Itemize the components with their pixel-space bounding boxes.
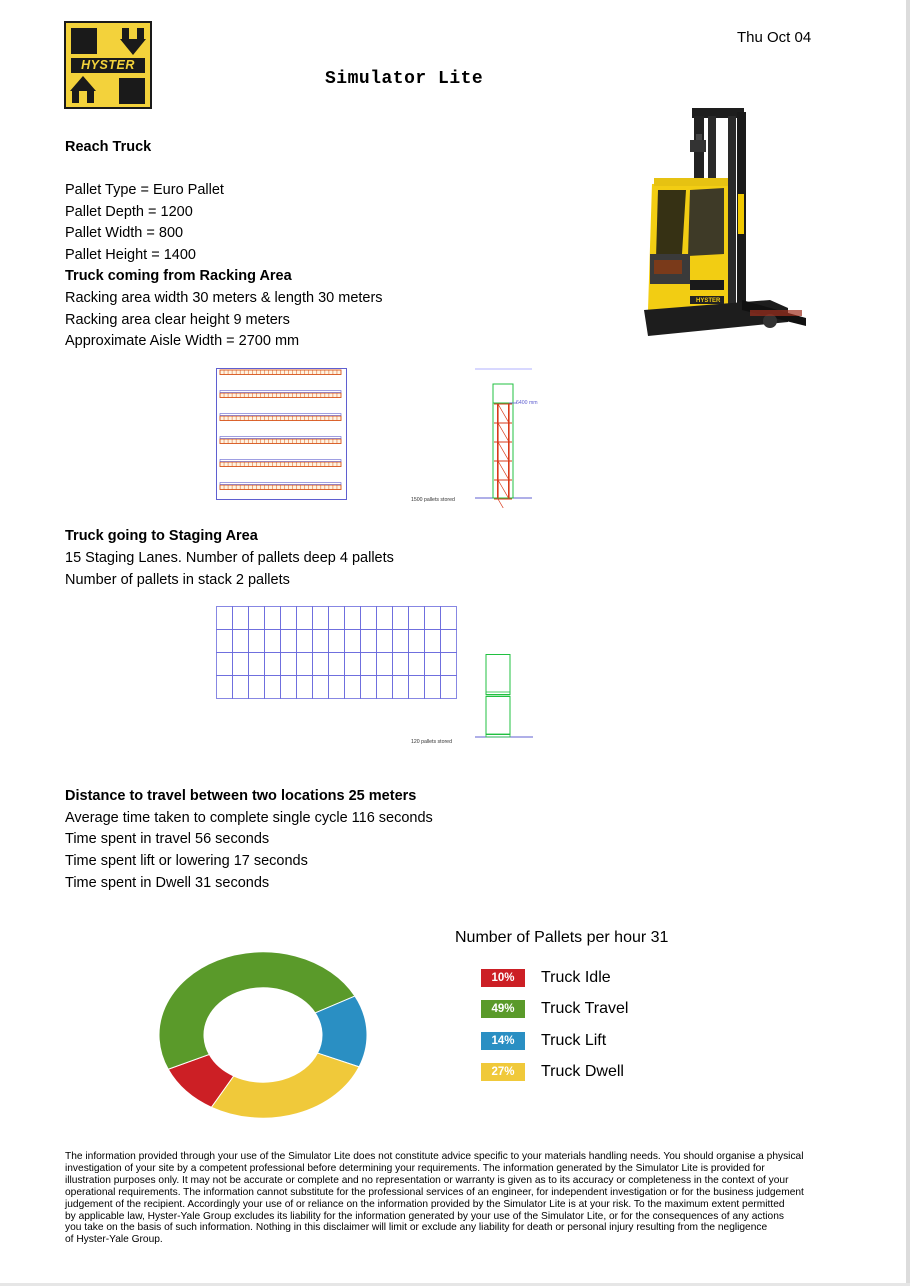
legend-label: Truck Idle: [541, 969, 611, 986]
staging-cell: [281, 630, 297, 653]
staging-cell: [281, 676, 297, 699]
travel-distance: Distance to travel between two locations 25 meters: [65, 788, 417, 804]
legend-value-badge: 14%: [481, 1032, 525, 1050]
staging-cell: [329, 630, 345, 653]
down-arrow-icon: [119, 26, 147, 56]
travel-time: Time spent in travel 56 seconds: [65, 831, 270, 847]
legend-label: Truck Lift: [541, 1032, 607, 1049]
racking-height-label: 6400 mm: [516, 400, 538, 406]
rack-row: [220, 460, 341, 467]
page-edge: [906, 0, 910, 1286]
staging-cell: [233, 607, 249, 630]
rack-brace: [498, 461, 509, 480]
rack-row: [220, 391, 341, 398]
staging-cell: [265, 653, 281, 676]
staging-cell: [281, 607, 297, 630]
rack-row: [220, 414, 341, 421]
rack-row: [220, 370, 341, 375]
staging-cell: [425, 630, 441, 653]
staging-cell: [377, 607, 393, 630]
logo-square-bottom-right: [119, 78, 145, 104]
racking-heading: Truck coming from Racking Area: [65, 268, 292, 284]
up-arrow-icon: [69, 75, 97, 105]
rack-brace: [498, 480, 509, 499]
staging-cell: [265, 676, 281, 699]
staging-cell: [297, 676, 313, 699]
dwell-time: Time spent in Dwell 31 seconds: [65, 875, 270, 891]
donut-slice-truck-dwell: [211, 1053, 359, 1118]
staging-cell: [297, 607, 313, 630]
pallet-depth: Pallet Depth = 1200: [65, 204, 193, 220]
staging-cell: [345, 630, 361, 653]
racking-size: Racking area width 30 meters & length 30 meters: [65, 290, 383, 306]
staging-cell: [425, 607, 441, 630]
logo-brand-text: HYSTER: [81, 58, 135, 72]
racking-clear-height: Racking area clear height 9 meters: [65, 312, 290, 328]
staging-cell: [233, 630, 249, 653]
aisle-width: Approximate Aisle Width = 2700 mm: [65, 333, 300, 349]
staging-cell: [217, 653, 233, 676]
staging-cell: [297, 653, 313, 676]
reach-truck-image: [630, 104, 810, 344]
racking-plan-diagram: [214, 366, 350, 502]
staging-cell: [249, 630, 265, 653]
rack-row: [220, 437, 341, 444]
staging-cell: [313, 653, 329, 676]
truck-type: Reach Truck: [65, 139, 152, 155]
disclaimer: The information provided through your use of the Simulator Lite does not constitute advice specific to your materials handling needs. You should organise a physical investigation of your site by a competent professional before determining your requirements. The information generated by the Simulator Lite is provided for illustration purposes only. It may not be accurate or complete and no representation or warranty is given as to its accuracy or completeness in the context of your operational requirements. The information cannot substitute for the professional services of an engineer, for independent investigation or for the business judgement judgement of the recipient. Accordingly your use of or reliance on the information provided by the Simulator Lite is at your risk. To the maximum extent permitted by applicable law, Hyster-Yale Group excludes its liability for the information generated by your use of the Simulator Lite, or for the consequences of any actions you take on the basis of such information. Nothing in this disclaimer will limit or exclude any liability for death or personal injury resulting from the negligence of Hyster-Yale Group.: [65, 1151, 804, 1246]
staging-cell: [297, 630, 313, 653]
pallet-height: Pallet Height = 1400: [65, 247, 196, 263]
legend-label: Truck Dwell: [541, 1063, 624, 1080]
staging-cell: [249, 607, 265, 630]
staging-cell: [329, 607, 345, 630]
pallet-width: Pallet Width = 800: [65, 225, 184, 241]
staging-cell: [265, 607, 281, 630]
staging-heading: Truck going to Staging Area: [65, 528, 258, 544]
staging-cell: [329, 653, 345, 676]
staging-cell: [313, 607, 329, 630]
staging-cell: [361, 607, 377, 630]
legend-value-badge: 49%: [481, 1000, 525, 1018]
staging-cell: [313, 676, 329, 699]
staging-cell: [217, 607, 233, 630]
rack-brace: [498, 442, 509, 461]
time-breakdown-donut-chart: [150, 944, 380, 1134]
staging-cell: [345, 607, 361, 630]
pallet-type: Pallet Type = Euro Pallet: [65, 182, 224, 198]
staging-cell: [345, 653, 361, 676]
report-date: Thu Oct 04: [737, 29, 812, 46]
staging-cell: [377, 676, 393, 699]
hyster-logo: [64, 21, 152, 109]
staging-lanes: 15 Staging Lanes. Number of pallets deep 4 pallets: [65, 550, 394, 566]
staging-stored-label: 120 pallets stored: [411, 739, 452, 745]
rack-row: [220, 483, 341, 490]
staging-cell: [217, 630, 233, 653]
staging-cell: [361, 676, 377, 699]
staging-cell: [329, 676, 345, 699]
staging-cell: [249, 676, 265, 699]
rack-brace: [498, 423, 509, 442]
page-title: Simulator Lite: [325, 69, 484, 89]
staging-cell: [393, 607, 409, 630]
staging-cell: [281, 653, 297, 676]
legend-label: Truck Travel: [541, 1000, 629, 1017]
staging-cell: [441, 607, 457, 630]
logo-square-top-left: [71, 28, 97, 54]
staging-cell: [265, 630, 281, 653]
legend-value-badge: 27%: [481, 1063, 525, 1081]
legend-value-badge: 10%: [481, 969, 525, 987]
staging-elevation-diagram: [405, 652, 539, 748]
staging-cell: [249, 653, 265, 676]
staging-stack: Number of pallets in stack 2 pallets: [65, 572, 290, 588]
chart-title: Number of Pallets per hour 31: [455, 929, 669, 946]
staging-cell: [345, 676, 361, 699]
staging-cell: [393, 630, 409, 653]
staging-cell: [233, 653, 249, 676]
lift-time: Time spent lift or lowering 17 seconds: [65, 853, 308, 869]
staging-cell: [377, 630, 393, 653]
staging-cell: [217, 676, 233, 699]
staging-cell: [409, 607, 425, 630]
rack-brace: [498, 499, 509, 508]
staging-cell: [441, 630, 457, 653]
racking-elevation-diagram: [405, 366, 545, 508]
staging-cell: [361, 630, 377, 653]
rack-brace: [498, 404, 509, 423]
staging-cell: [377, 653, 393, 676]
staging-cell: [233, 676, 249, 699]
racking-stored-label: 1500 pallets stored: [411, 497, 455, 503]
staging-cell: [313, 630, 329, 653]
average-cycle-time: Average time taken to complete single cycle 116 seconds: [65, 810, 433, 826]
truck-image-brand: HYSTER: [696, 298, 721, 304]
staging-cell: [361, 653, 377, 676]
staging-cell: [409, 630, 425, 653]
